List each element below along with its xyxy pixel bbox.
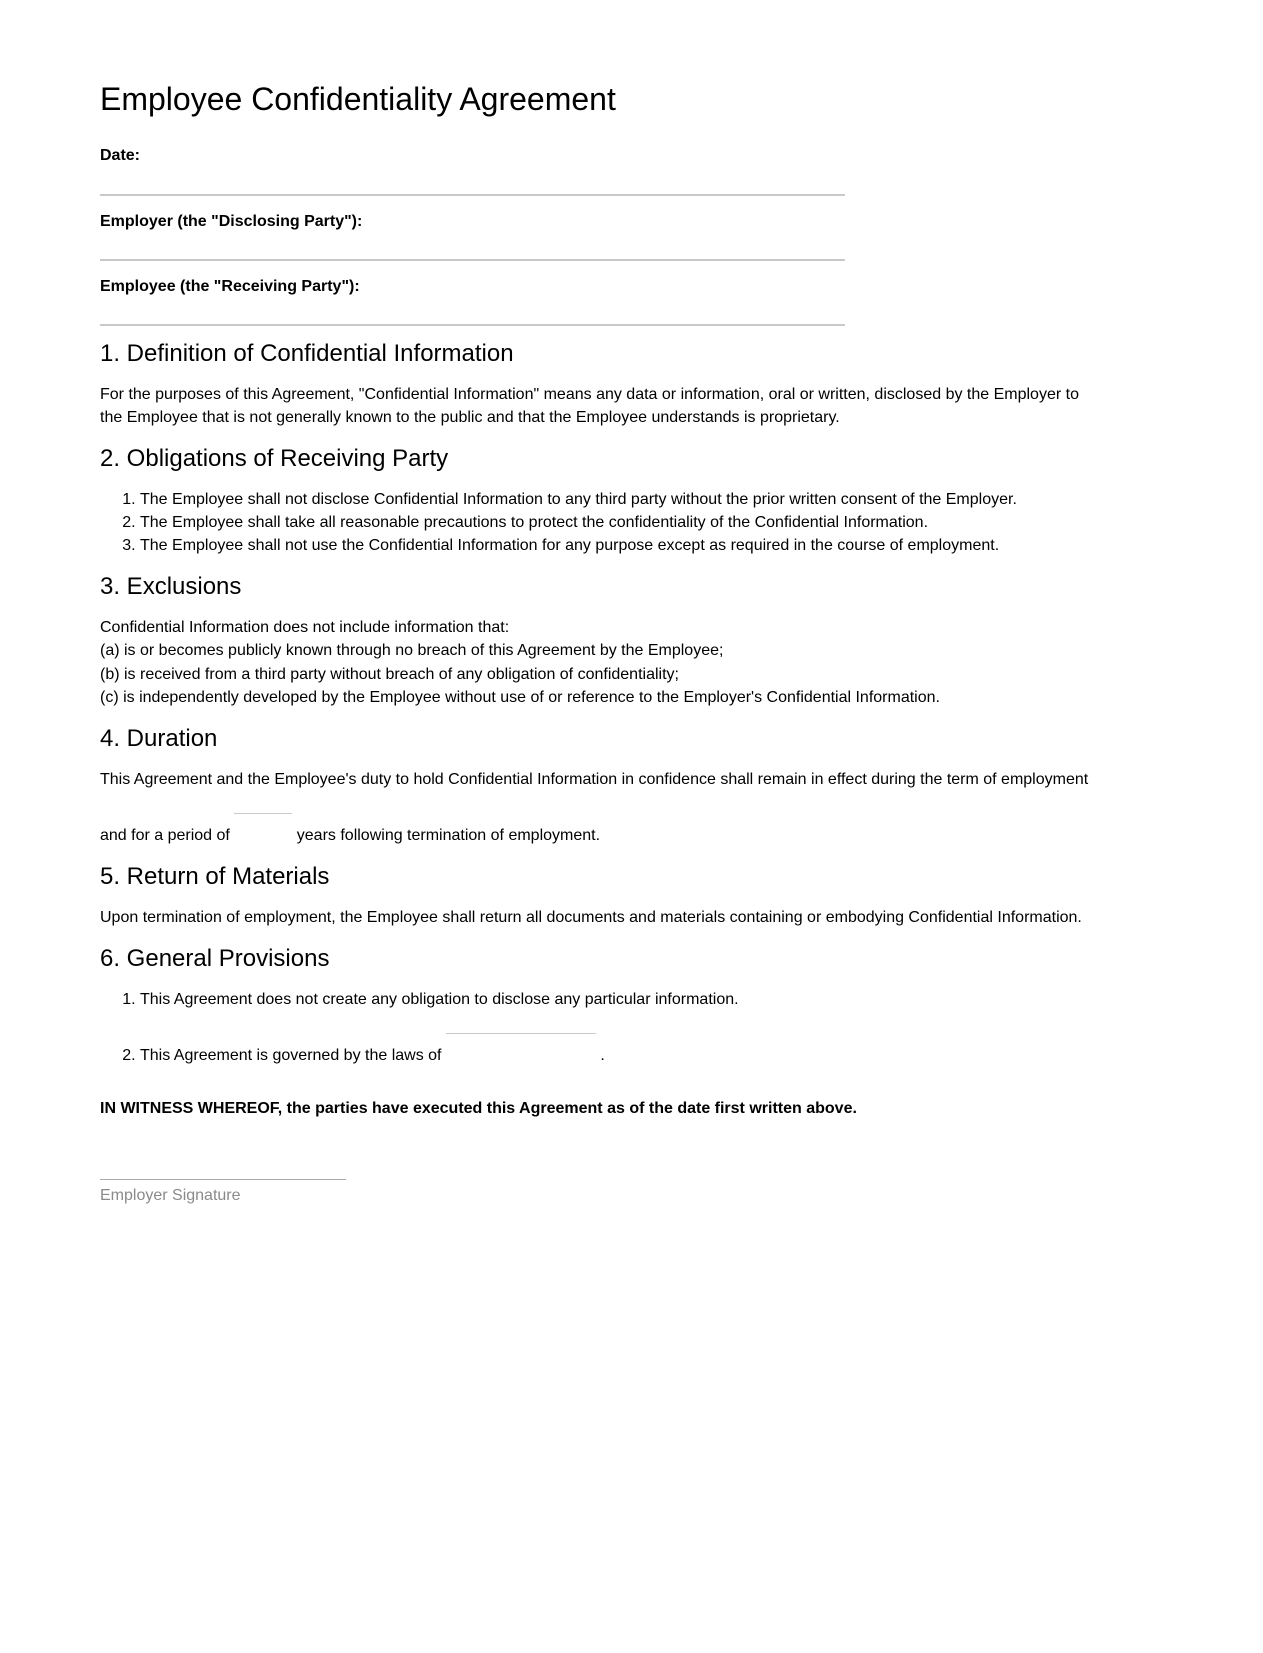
section-return-heading: 5. Return of Materials (100, 863, 330, 891)
date-field (100, 144, 1100, 195)
employee-field (100, 275, 1100, 326)
section-obligations-heading: 2. Obligations of Receiving Party (100, 445, 449, 473)
section-general-heading: 6. General Provisions (100, 945, 330, 973)
employer-signature-label: Employer Signature (100, 1186, 241, 1204)
section-exclusions-body (100, 616, 1100, 709)
governing-law-text-after: . (600, 1047, 605, 1065)
witness-clause: IN WITNESS WHEREOF, the parties have executed this Agreement as of the date first written above. (100, 1100, 857, 1118)
date-input[interactable] (100, 170, 845, 196)
employer-field (100, 210, 1100, 261)
exclusions-clause-b: (b) is received from a third party without breach of any obligation of confidentiality; (100, 665, 679, 683)
general-provisions-list (100, 988, 1100, 1067)
date-label: Date: (100, 147, 141, 165)
exclusions-intro: Confidential Information does not include information that: (100, 619, 510, 637)
governing-law-text-before: This Agreement is governed by the laws of (140, 1047, 442, 1065)
list-item (140, 1011, 1100, 1067)
duration-text-after: years following termination of employment. (296, 827, 601, 845)
section-return-body: Upon termination of employment, the Employee shall return all documents and materials containing or embodying Confidential Information. (100, 909, 1082, 926)
employee-label: Employee (the "Receiving Party"): (100, 277, 360, 295)
section-duration-heading: 4. Duration (100, 725, 218, 753)
duration-years-input[interactable] (234, 791, 292, 814)
employer-label: Employer (the "Disclosing Party"): (100, 212, 363, 230)
list-item: 3. The Employee shall not use the Confidential Information for any purpose except as required in the course of employment. (140, 534, 1100, 557)
exclusions-clause-a: (a) is or becomes publicly known through no breach of this Agreement by the Employee; (100, 642, 724, 660)
employer-signature-block (100, 1179, 346, 1207)
list-item: 1. This Agreement does not create any obligation to disclose any particular information. (140, 988, 1100, 1011)
section-exclusions-heading: 3. Exclusions (100, 573, 242, 601)
section-definition-body: For the purposes of this Agreement, "Confidential Information" means any data or information, oral or written, disclosed by the Employer to the Employee that is not generally known to the public and that the Employee understands is proprietary. (100, 385, 1079, 426)
employee-input[interactable] (100, 300, 845, 326)
list-item: 2. The Employee shall take all reasonable precautions to protect the confidentiality of the Confidential Information. (140, 511, 1100, 534)
exclusions-clause-c: (c) is independently developed by the Employee without use of or reference to the Employer's Confidential Information. (100, 688, 940, 706)
list-item: 1. The Employee shall not disclose Confidential Information to any third party without the prior written consent of the Employer. (140, 488, 1100, 511)
obligations-list (100, 488, 1100, 558)
document-title: Employee Confidentiality Agreement (100, 81, 616, 117)
duration-text-before: This Agreement and the Employee's duty to hold Confidential Information in confidence shall remain in effect during the term of employment and for a period of (100, 770, 1089, 845)
document-content (100, 80, 1100, 1207)
employer-input[interactable] (100, 235, 845, 261)
governing-law-input[interactable] (446, 1011, 596, 1034)
section-definition-heading: 1. Definition of Confidential Information (100, 339, 514, 367)
section-duration-body (100, 768, 1100, 847)
